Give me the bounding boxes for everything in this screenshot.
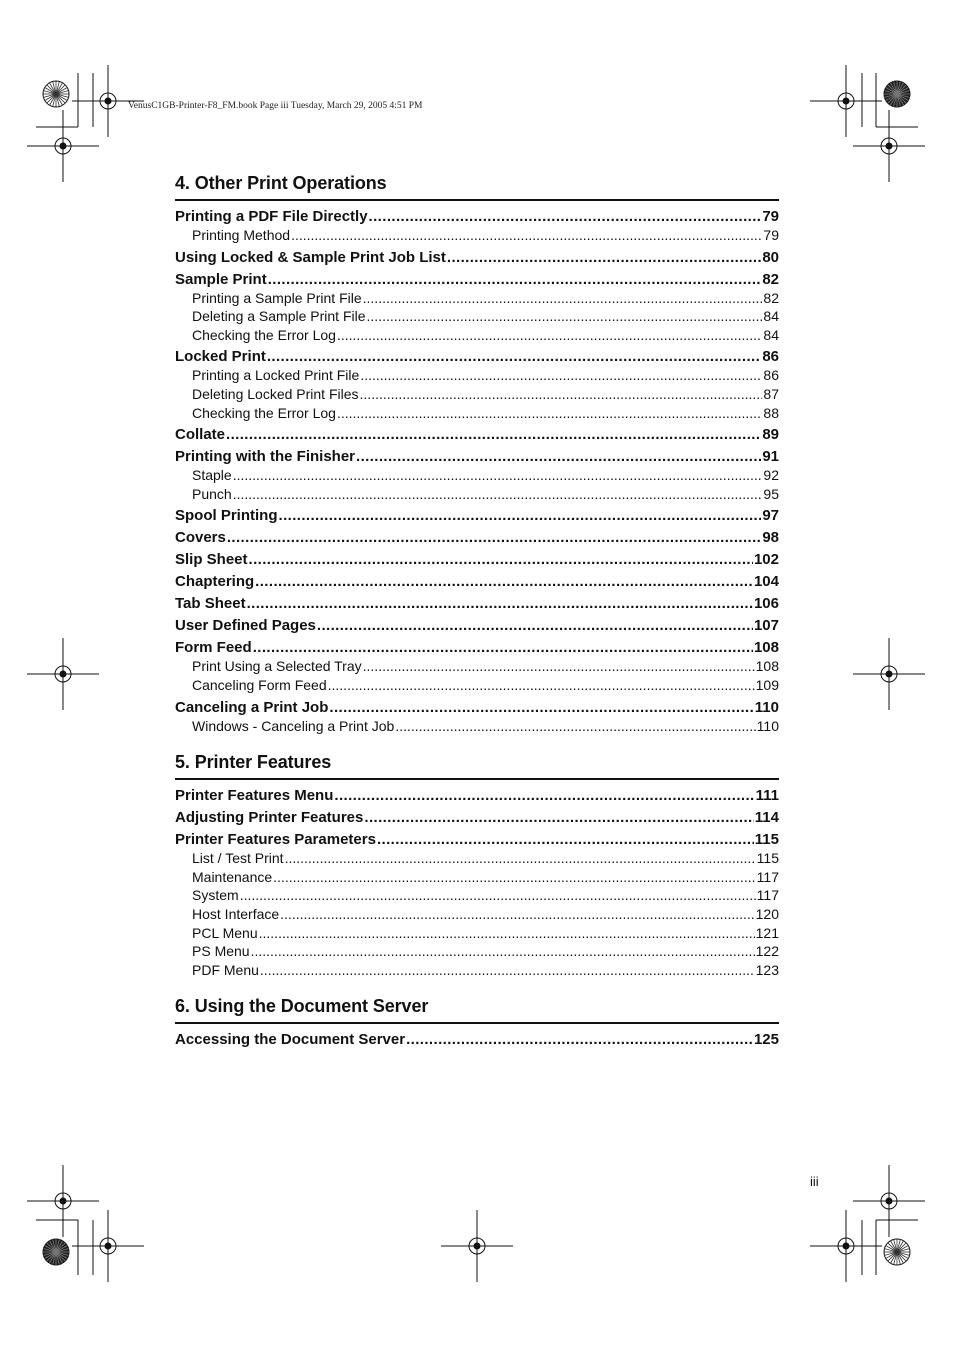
entry-label: Sample Print — [175, 270, 267, 288]
entry-label: Slip Sheet — [175, 551, 248, 569]
dot-leader — [447, 248, 761, 267]
dot-leader — [249, 550, 753, 569]
dot-leader — [268, 270, 762, 289]
entry-label: Printer Features Menu — [175, 787, 334, 805]
dot-leader — [360, 385, 763, 404]
entry-label: PCL Menu — [192, 924, 258, 941]
dot-leader — [233, 466, 763, 485]
toc-section-entry[interactable] — [175, 830, 779, 849]
entry-label: Printing a Sample Print File — [192, 289, 362, 306]
dot-leader — [317, 616, 753, 635]
dot-leader — [247, 594, 753, 613]
table-of-contents — [175, 170, 779, 1063]
dot-leader — [363, 657, 755, 676]
entry-label: Printing with the Finisher — [175, 448, 355, 466]
entry-page-number: 114 — [754, 809, 779, 827]
toc-subsection-entry[interactable] — [175, 961, 779, 980]
entry-label: Form Feed — [175, 639, 252, 657]
entry-page-number: 107 — [753, 617, 779, 635]
entry-page-number: 92 — [763, 467, 779, 484]
toc-subsection-entry[interactable] — [175, 717, 779, 736]
chapter-title: 5. Printer Features — [175, 749, 779, 780]
dot-leader — [360, 366, 762, 385]
toc-subsection-entry[interactable] — [175, 226, 779, 245]
dot-leader — [328, 676, 755, 695]
toc-section-entry[interactable] — [175, 550, 779, 569]
registration-dot-icon — [843, 98, 850, 105]
entry-label: Checking the Error Log — [192, 404, 336, 421]
entry-label: Spool Printing — [175, 507, 278, 525]
entry-label: Printing Method — [192, 227, 291, 243]
entry-label: Covers — [175, 529, 226, 547]
entry-label: Canceling Form Feed — [192, 676, 327, 693]
entry-label: Chaptering — [175, 573, 255, 591]
toc-subsection-entry[interactable] — [175, 307, 779, 326]
entry-label: Maintenance — [192, 868, 273, 885]
entry-page-number: 86 — [763, 367, 779, 384]
toc-subsection-entry[interactable] — [175, 404, 779, 423]
entry-label: Locked Print — [175, 348, 266, 366]
toc-subsection-entry[interactable] — [175, 886, 779, 905]
entry-page-number: 122 — [755, 943, 779, 960]
dot-leader — [369, 207, 762, 226]
entry-label: Collate — [175, 426, 226, 444]
entry-page-number: 88 — [763, 404, 779, 421]
registration-dot-icon — [886, 143, 893, 150]
entry-label: PDF Menu — [192, 961, 259, 978]
chapter-title: 4. Other Print Operations — [175, 170, 779, 201]
entry-page-number: 79 — [763, 227, 779, 243]
entry-page-number: 84 — [763, 308, 779, 325]
entry-label: Host Interface — [192, 905, 280, 922]
toc-entry-list — [175, 207, 779, 735]
registration-dot-icon — [105, 98, 112, 105]
entry-page-number: 110 — [754, 698, 779, 716]
entry-label: Deleting Locked Print Files — [192, 385, 359, 402]
entry-page-number: 109 — [755, 676, 779, 693]
entry-page-number: 125 — [753, 1031, 779, 1049]
dot-leader — [337, 326, 762, 345]
dot-leader — [233, 485, 763, 504]
toc-subsection-entry[interactable] — [175, 924, 779, 943]
dot-leader — [377, 830, 754, 849]
toc-section-entry[interactable] — [175, 616, 779, 635]
dot-leader — [363, 289, 763, 308]
toc-entry-list — [175, 786, 779, 979]
entry-label: Adjusting Printer Features — [175, 809, 364, 827]
toc-section-entry[interactable] — [175, 698, 779, 717]
entry-label: User Defined Pages — [175, 617, 316, 635]
dot-leader — [291, 226, 762, 245]
toc-section-entry[interactable] — [175, 528, 779, 547]
entry-page-number: 121 — [755, 924, 779, 941]
toc-section-entry[interactable] — [175, 347, 779, 366]
toc-section-entry[interactable] — [175, 207, 779, 226]
dot-leader — [251, 942, 755, 961]
dot-leader — [356, 447, 761, 466]
registration-dot-icon — [886, 1198, 893, 1205]
entry-page-number: 104 — [753, 573, 779, 591]
entry-label: List / Test Print — [192, 850, 284, 867]
registration-dot-icon — [886, 671, 893, 678]
chapter-title: 6. Using the Document Server — [175, 993, 779, 1024]
registration-dot-icon — [474, 1243, 481, 1250]
dot-leader — [367, 307, 763, 326]
entry-page-number: 117 — [756, 868, 779, 885]
toc-subsection-entry[interactable] — [175, 326, 779, 345]
registration-dot-icon — [843, 1243, 850, 1250]
entry-page-number: 117 — [756, 887, 779, 904]
entry-label: Canceling a Print Job — [175, 698, 329, 716]
entry-page-number: 89 — [762, 426, 779, 444]
toc-subsection-entry[interactable] — [175, 385, 779, 404]
toc-chapter — [175, 170, 779, 735]
toc-subsection-entry[interactable] — [175, 942, 779, 961]
toc-section-entry[interactable] — [175, 1030, 779, 1049]
registration-dot-icon — [60, 1198, 67, 1205]
entry-page-number: 98 — [762, 529, 779, 547]
entry-page-number: 115 — [754, 831, 779, 849]
toc-subsection-entry[interactable] — [175, 289, 779, 308]
registration-dot-icon — [60, 143, 67, 150]
dot-leader — [337, 404, 762, 423]
toc-subsection-entry[interactable] — [175, 466, 779, 485]
dot-leader — [227, 528, 761, 547]
entry-label: Accessing the Document Server — [175, 1031, 406, 1049]
toc-chapter — [175, 993, 779, 1049]
entry-label: Deleting a Sample Print File — [192, 308, 366, 325]
toc-subsection-entry[interactable] — [175, 657, 779, 676]
entry-page-number: 82 — [762, 270, 779, 288]
entry-page-number: 79 — [762, 208, 779, 225]
toc-subsection-entry[interactable] — [175, 676, 779, 695]
toc-section-entry[interactable] — [175, 506, 779, 525]
dot-leader — [255, 572, 753, 591]
entry-label: Printing a PDF File Directly — [175, 208, 368, 225]
toc-subsection-entry[interactable] — [175, 849, 779, 868]
toc-subsection-entry[interactable] — [175, 366, 779, 385]
dot-leader — [334, 786, 754, 805]
dot-leader — [267, 347, 761, 366]
dot-leader — [285, 849, 756, 868]
entry-page-number: 120 — [755, 905, 779, 922]
dot-leader — [253, 638, 753, 657]
entry-page-number: 80 — [762, 248, 779, 266]
dot-leader — [279, 506, 762, 525]
toc-section-entry[interactable] — [175, 786, 779, 805]
toc-chapter — [175, 749, 779, 979]
toc-subsection-entry[interactable] — [175, 905, 779, 924]
entry-page-number: 97 — [762, 507, 779, 525]
entry-label: Using Locked & Sample Print Job List — [175, 248, 446, 266]
toc-subsection-entry[interactable] — [175, 868, 779, 887]
toc-section-entry[interactable] — [175, 447, 779, 466]
entry-label: Print Using a Selected Tray — [192, 658, 362, 675]
entry-page-number: 87 — [763, 385, 779, 402]
dot-leader — [240, 886, 756, 905]
entry-page-number: 84 — [763, 326, 779, 343]
entry-page-number: 115 — [756, 850, 779, 867]
dot-leader — [329, 698, 753, 717]
dot-leader — [259, 924, 755, 943]
dot-leader — [273, 868, 756, 887]
dot-leader — [226, 425, 761, 444]
dot-leader — [364, 808, 753, 827]
entry-page-number: 110 — [756, 717, 779, 734]
entry-label: Punch — [192, 485, 232, 502]
toc-section-entry[interactable] — [175, 425, 779, 444]
entry-page-number: 86 — [762, 348, 779, 366]
toc-section-entry[interactable] — [175, 248, 779, 267]
entry-label: Windows - Canceling a Print Job — [192, 717, 395, 734]
registration-dot-icon — [60, 671, 67, 678]
toc-section-entry[interactable] — [175, 808, 779, 827]
entry-label: Printing a Locked Print File — [192, 367, 360, 384]
page-number: iii — [810, 1174, 819, 1189]
toc-section-entry[interactable] — [175, 638, 779, 657]
toc-section-entry[interactable] — [175, 572, 779, 591]
entry-label: System — [192, 887, 239, 904]
toc-entry-list — [175, 1030, 779, 1049]
entry-page-number: 95 — [763, 485, 779, 502]
entry-page-number: 123 — [755, 961, 779, 978]
entry-label: PS Menu — [192, 943, 250, 960]
dot-leader — [395, 717, 755, 736]
entry-page-number: 102 — [753, 551, 779, 569]
entry-page-number: 82 — [763, 289, 779, 306]
toc-section-entry[interactable] — [175, 270, 779, 289]
toc-subsection-entry[interactable] — [175, 485, 779, 504]
entry-page-number: 108 — [755, 658, 779, 675]
entry-label: Checking the Error Log — [192, 326, 336, 343]
entry-page-number: 108 — [753, 639, 779, 657]
dot-leader — [406, 1030, 753, 1049]
registration-dot-icon — [105, 1243, 112, 1250]
toc-section-entry[interactable] — [175, 594, 779, 613]
dot-leader — [280, 905, 754, 924]
entry-page-number: 106 — [753, 595, 779, 613]
entry-label: Tab Sheet — [175, 595, 246, 613]
entry-label: Printer Features Parameters — [175, 831, 376, 849]
dot-leader — [260, 961, 755, 980]
entry-page-number: 91 — [762, 448, 779, 466]
entry-page-number: 111 — [755, 787, 779, 805]
entry-label: Staple — [192, 467, 232, 484]
print-header-note: VenusC1GB-Printer-F8_FM.book Page iii Tuesday, March 29, 2005 4:51 PM — [128, 101, 423, 111]
